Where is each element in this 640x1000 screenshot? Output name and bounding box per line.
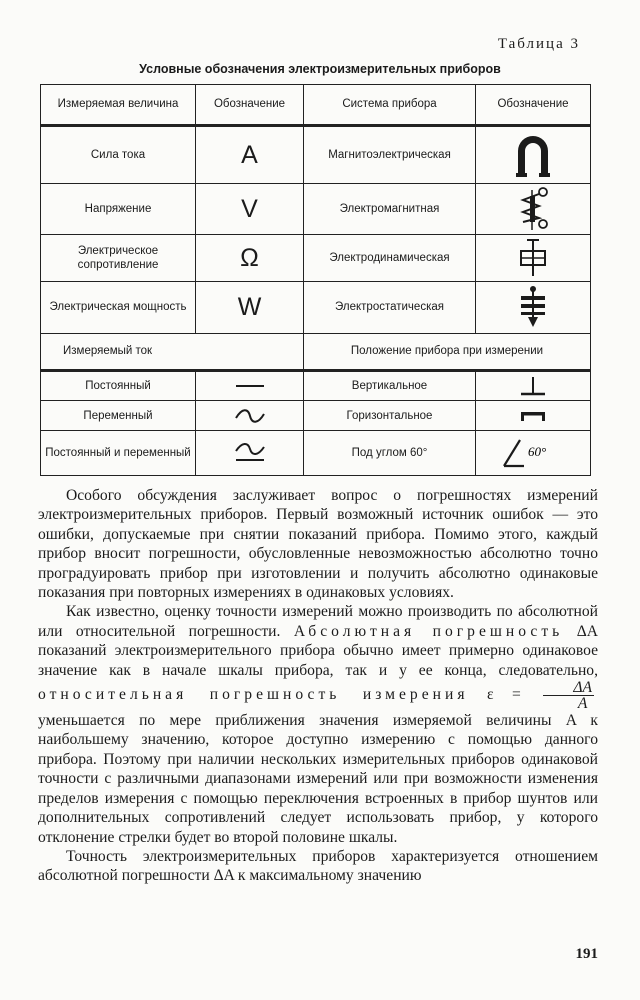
- paragraph: Точность электроизмерительных приборов характеризуется отношением абсолютной погрешности ΔA к максимальному значению: [38, 847, 598, 885]
- current-cell: Постоянный: [41, 370, 196, 400]
- paragraph-segment: ΔA показаний электроизмерительного прибора обычно имеет примерно одинаковое значение как в начале шкалы прибора, так и у ее конца, следовательно,: [38, 622, 598, 679]
- formula-fraction: [543, 680, 594, 711]
- quantity-cell: Электрическое сопротивление: [41, 234, 196, 281]
- page-number: 191: [575, 946, 598, 962]
- column-header: Система прибора: [304, 85, 476, 126]
- horizontal-position-icon: [476, 401, 591, 431]
- table-row: [41, 184, 591, 235]
- instrument-symbols-table: [40, 84, 591, 476]
- paragraph: [38, 602, 598, 846]
- table-row: [41, 234, 591, 281]
- angle-60-icon: [476, 431, 591, 476]
- magnetoelectric-icon: [476, 125, 591, 184]
- term-absolute-error: Абсолютная погрешность: [293, 622, 564, 640]
- system-cell: Электростатическая: [304, 281, 476, 334]
- section-header-row: [41, 334, 591, 370]
- term-relative-error: относительная погрешность измерения: [38, 686, 469, 704]
- ammeter-symbol: A: [196, 125, 304, 184]
- table-title: Условные обозначения электроизмерительных приборов: [139, 62, 501, 76]
- system-cell: Электродинамическая: [304, 234, 476, 281]
- formula-numerator: ΔA: [543, 680, 594, 696]
- current-cell: Постоянный и переменный: [41, 431, 196, 476]
- electrodynamic-icon: [476, 234, 591, 281]
- table-row: [41, 431, 591, 476]
- ac-dc-icon: [196, 431, 304, 476]
- formula-denominator: A: [577, 695, 588, 713]
- table-number: Таблица 3: [497, 36, 580, 52]
- quantity-cell: Электрическая мощность: [41, 281, 196, 334]
- ohmmeter-symbol: Ω: [196, 234, 304, 281]
- current-section-header: Измеряемый ток: [41, 334, 304, 370]
- wattmeter-symbol: W: [196, 281, 304, 334]
- table-row: [41, 281, 591, 334]
- voltmeter-symbol: V: [196, 184, 304, 235]
- quantity-cell: Напряжение: [41, 184, 196, 235]
- electrostatic-icon: [476, 281, 591, 334]
- formula-lhs: ε =: [487, 686, 521, 704]
- ac-icon: [196, 401, 304, 431]
- vertical-position-icon: [476, 370, 591, 400]
- body-text: [38, 486, 598, 886]
- quantity-cell: Сила тока: [41, 125, 196, 184]
- paragraph: Особого обсуждения заслуживает вопрос о погрешностях измерений электроизмерительных приборов. Первый возможный источник ошибок — это ошибки, допускаемые при снятии показаний прибора. Помимо этого, каждый прибор вносит погрешности, обусловленные невозможностью абсолютно точно проградуировать прибор при изготовлении и получить абсолютно одинаковые показания при повторных измерениях в одинаковых условиях.: [38, 487, 598, 602]
- paragraph-segment: уменьшается по мере приближения значения измеряемой величины A к наибольшему значению, которое доступно измерению с помощью данного прибора. Поэтому при наличии нескольких измерительных приборов одинаковой точности с различными диапазонами измерений или при возможности изменения пределов измерения с помощью переключения встроенных в прибор шунтов или дополнительных сопротивлений следует использовать прибор, у которого отклонение стрелки будет во второй половине шкалы.: [38, 712, 598, 846]
- angle-label: 60°: [528, 444, 547, 460]
- position-cell: Вертикальное: [304, 370, 476, 400]
- table-row: [41, 370, 591, 400]
- table-header-row: [41, 85, 591, 126]
- system-cell: Магнитоэлектрическая: [304, 125, 476, 184]
- position-cell: Под углом 60°: [304, 431, 476, 476]
- column-header: Обозначение: [476, 85, 591, 126]
- position-section-header: Положение прибора при измерении: [304, 334, 591, 370]
- electromagnetic-icon: [476, 184, 591, 235]
- column-header: Обозначение: [196, 85, 304, 126]
- table-row: [41, 125, 591, 184]
- dc-icon: [196, 370, 304, 400]
- position-cell: Горизонтальное: [304, 401, 476, 431]
- current-cell: Переменный: [41, 401, 196, 431]
- system-cell: Электромагнитная: [304, 184, 476, 235]
- column-header: Измеряемая величина: [41, 85, 196, 126]
- paragraph-segment: Как известно, оценку точности измерений можно производить по абсолютной или относительной погрешности.: [38, 603, 598, 640]
- table-row: [41, 401, 591, 431]
